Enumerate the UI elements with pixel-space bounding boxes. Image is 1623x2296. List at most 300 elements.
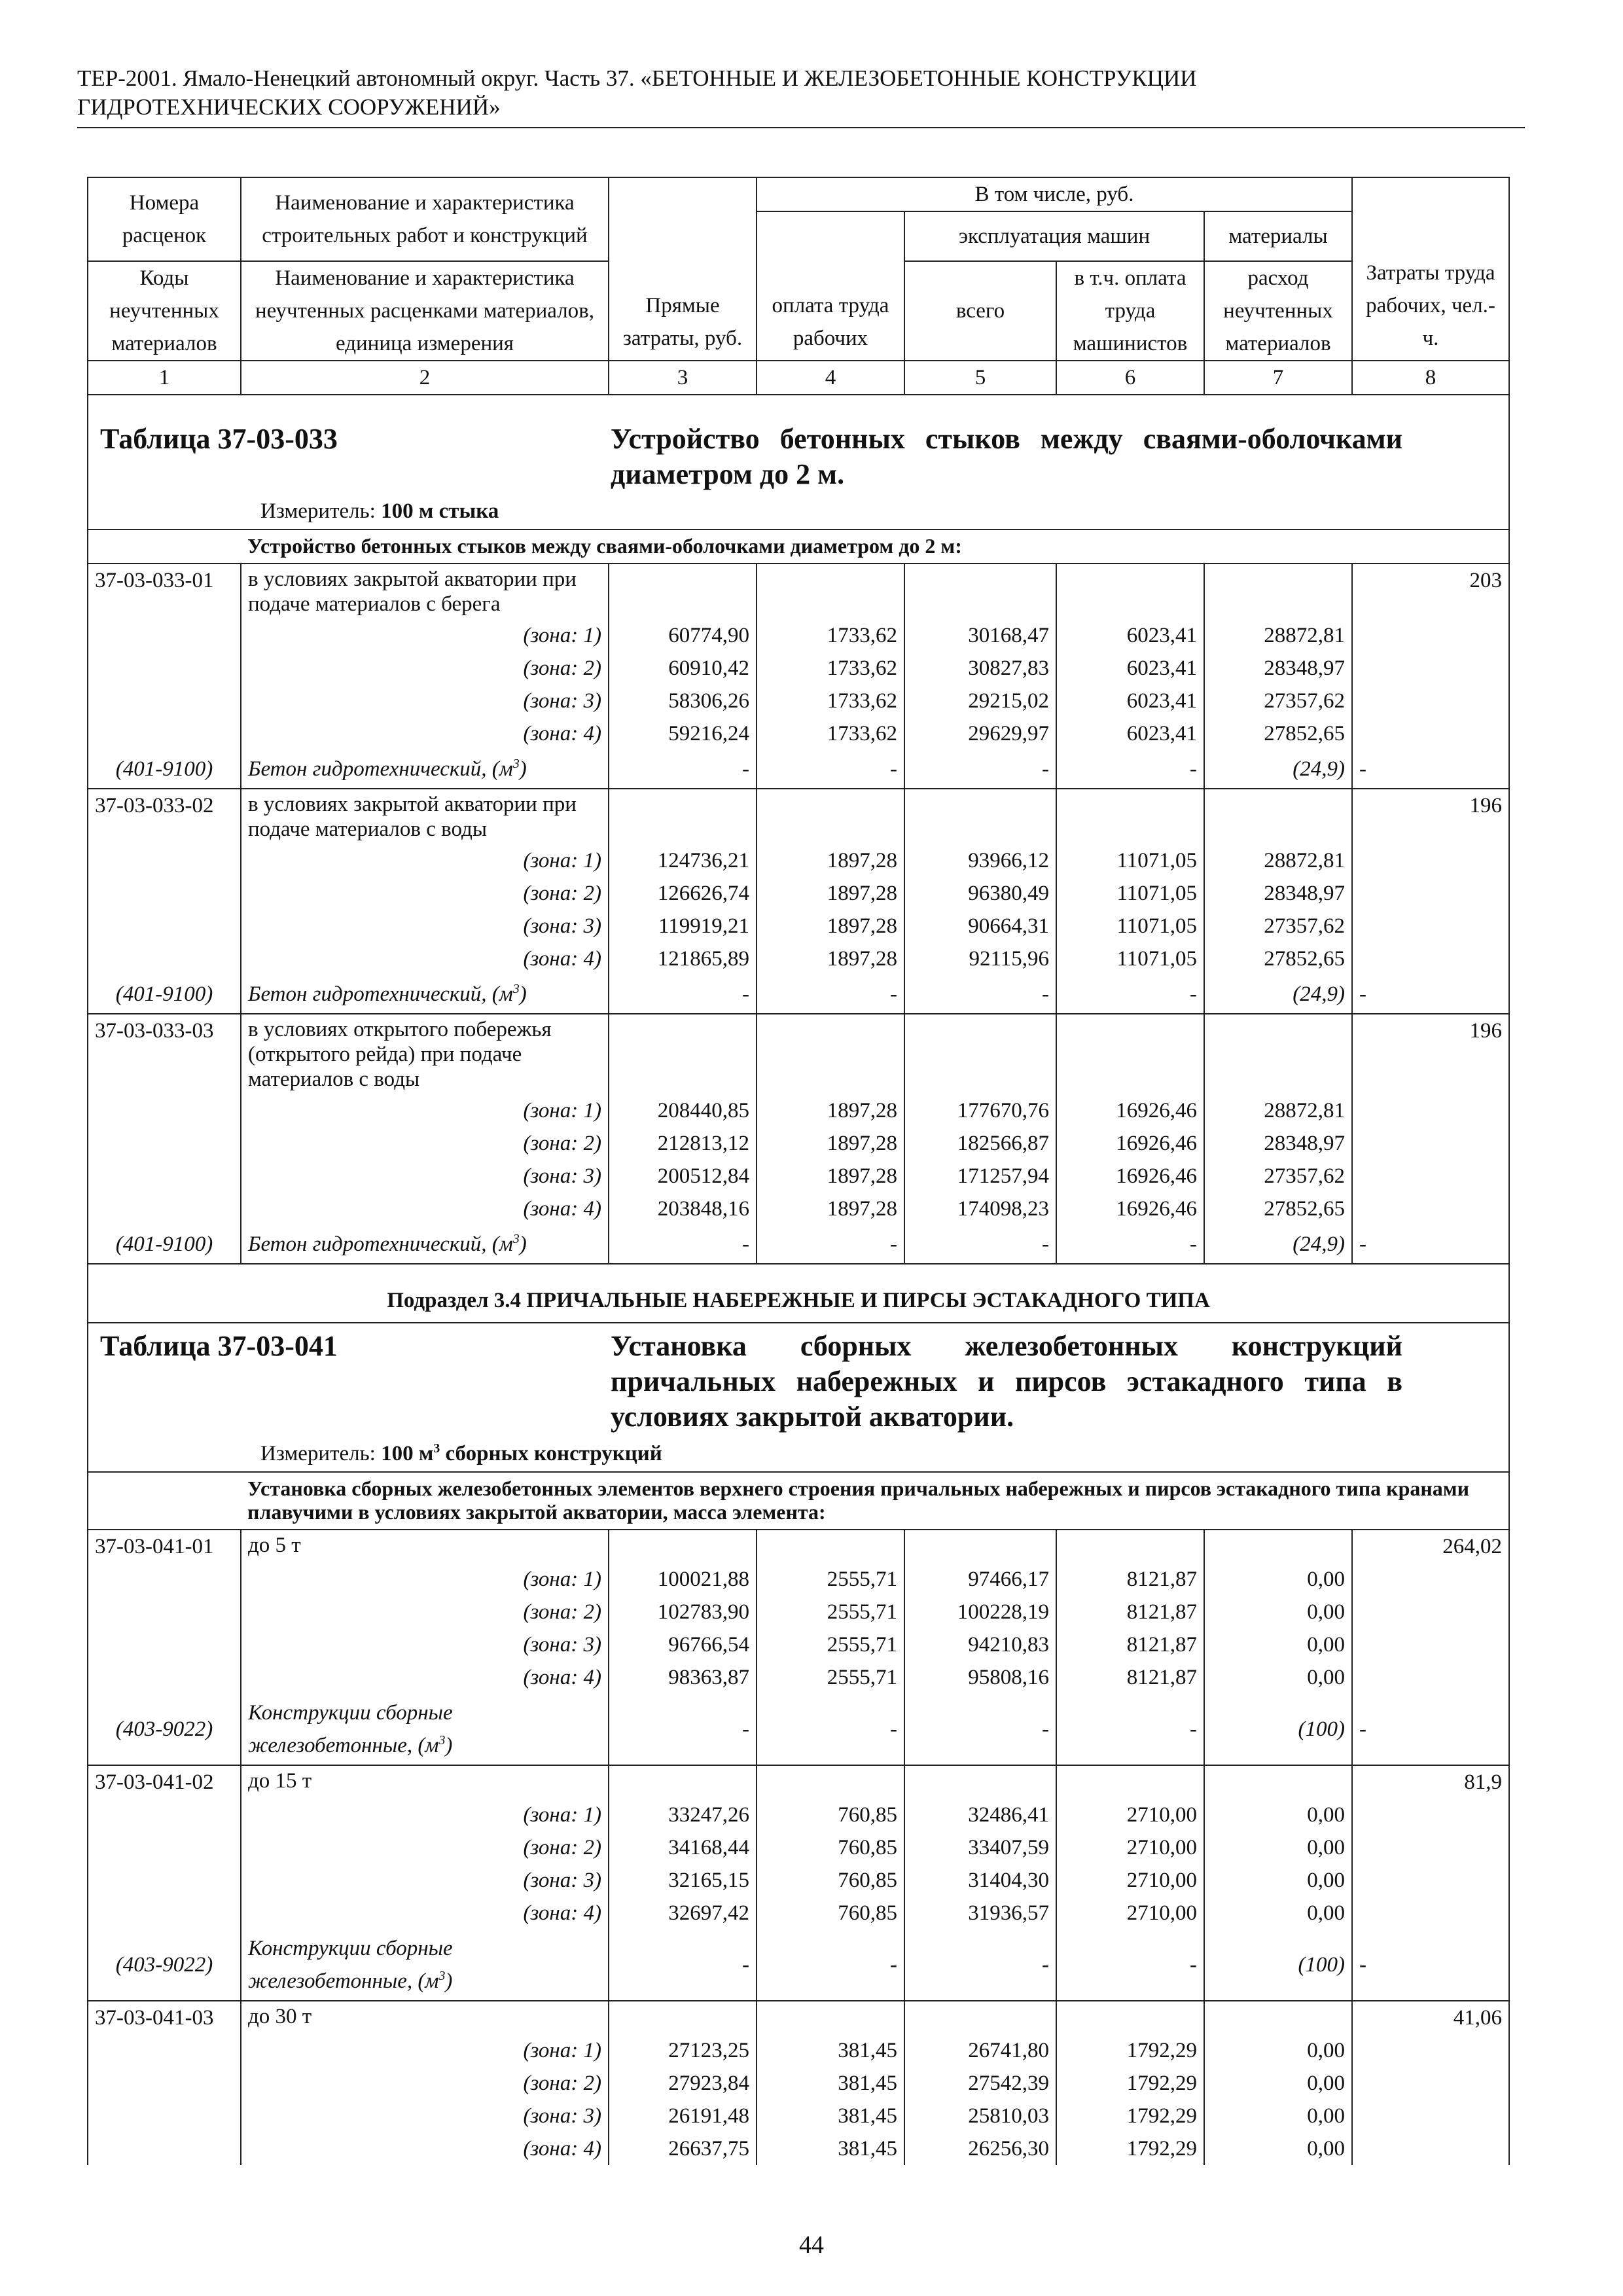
empty-cell	[88, 2100, 241, 2132]
zone-row	[88, 1628, 1509, 1661]
zone-row	[88, 1193, 1509, 1225]
operator-wages: 16926,46	[1056, 1127, 1204, 1160]
zone-row	[88, 942, 1509, 975]
empty-cell	[88, 1897, 241, 1929]
empty-cell	[88, 2034, 241, 2067]
zone-row	[88, 2132, 1509, 2165]
materials-cost: 0,00	[1204, 1661, 1352, 1694]
operator-wages: 11071,05	[1056, 844, 1204, 877]
zone-label: (зона: 3)	[241, 1160, 609, 1193]
direct-cost: 121865,89	[609, 942, 757, 975]
dash-cell: -	[757, 1225, 904, 1264]
worker-wages: 2555,71	[757, 1661, 904, 1694]
empty-cell	[1204, 2001, 1352, 2034]
machine-cost: 27542,39	[904, 2067, 1056, 2100]
empty-cell	[1056, 564, 1204, 619]
empty-cell	[757, 1765, 904, 1799]
table-041-title: Установка сборных железобетонных конструкций причальных набережных и пирсов эстакадного типа в условиях закрытой акватории.	[611, 1330, 1402, 1433]
resource-name	[241, 975, 609, 1014]
operator-wages: 11071,05	[1056, 910, 1204, 942]
operator-wages: 2710,00	[1056, 1864, 1204, 1897]
dash-cell: -	[904, 1694, 1056, 1765]
col4-header: оплата труда рабочих	[757, 211, 904, 361]
resource-unit-sup: 3	[512, 982, 520, 996]
zone-row	[88, 619, 1509, 652]
empty-cell	[609, 1530, 757, 1563]
empty-cell	[1352, 1094, 1509, 1127]
resource-unit-sup: 3	[512, 1232, 520, 1246]
direct-cost: 32697,42	[609, 1897, 757, 1929]
zone-row	[88, 2067, 1509, 2100]
table-033-caption: Устройство бетонных стыков между сваями-оболочками диаметром до 2 м:	[241, 529, 1509, 564]
rate-name: в условиях закрытой акватории при подаче материалов с берега	[241, 564, 609, 619]
table-041-measure	[260, 1439, 1497, 1469]
resource-name-end: )	[445, 1969, 453, 1993]
empty-cell	[609, 1765, 757, 1799]
materials-cost: 27852,65	[1204, 1193, 1352, 1225]
rates-table	[87, 177, 1510, 2165]
resource-name	[241, 1929, 609, 2001]
empty-cell	[1352, 910, 1509, 942]
materials-cost: 0,00	[1204, 2132, 1352, 2165]
table-041-name: Таблица 37-03-041	[100, 1330, 338, 1362]
page-number: 44	[799, 2231, 824, 2259]
empty-cell	[1204, 564, 1352, 619]
materials-cost: 0,00	[1204, 1563, 1352, 1596]
operator-wages: 16926,46	[1056, 1160, 1204, 1193]
materials-header: материалы	[1204, 211, 1352, 261]
worker-wages: 381,45	[757, 2067, 904, 2100]
dash-cell: -	[1056, 1694, 1204, 1765]
empty-cell	[88, 942, 241, 975]
direct-cost: 34168,44	[609, 1831, 757, 1864]
col1-top-header: Номера расценок	[88, 177, 241, 261]
column-numbers-row	[88, 361, 1509, 395]
direct-cost: 59216,24	[609, 717, 757, 750]
labor-cost: 81,9	[1352, 1765, 1509, 1799]
operator-wages: 2710,00	[1056, 1897, 1204, 1929]
measure-sup: 3	[433, 1441, 440, 1456]
subsection-row	[88, 1264, 1509, 1323]
empty-cell	[1352, 2034, 1509, 2067]
empty-cell	[88, 1094, 241, 1127]
worker-wages: 1897,28	[757, 942, 904, 975]
zone-label: (зона: 4)	[241, 1897, 609, 1929]
zone-row	[88, 685, 1509, 717]
resource-code: (403-9022)	[88, 1694, 241, 1765]
zone-row	[88, 1094, 1509, 1127]
operator-wages: 8121,87	[1056, 1563, 1204, 1596]
worker-wages: 1733,62	[757, 717, 904, 750]
empty-cell	[88, 1563, 241, 1596]
direct-cost: 208440,85	[609, 1094, 757, 1127]
zone-row	[88, 1831, 1509, 1864]
machine-cost: 94210,83	[904, 1628, 1056, 1661]
table-row	[88, 1014, 1509, 1094]
direct-cost: 32165,15	[609, 1864, 757, 1897]
zone-label: (зона: 1)	[241, 844, 609, 877]
materials-cost: 27357,62	[1204, 685, 1352, 717]
resource-name-text: Бетон гидротехнический, (м	[248, 757, 513, 781]
dash-cell: -	[757, 975, 904, 1014]
direct-cost: 126626,74	[609, 877, 757, 910]
dash-cell: -	[1056, 1929, 1204, 2001]
materials-cost: 28348,97	[1204, 1127, 1352, 1160]
empty-cell	[904, 789, 1056, 844]
rate-code: 37-03-041-01	[88, 1530, 241, 1563]
zone-label: (зона: 2)	[241, 1831, 609, 1864]
machine-cost: 31936,57	[904, 1897, 1056, 1929]
operator-wages: 16926,46	[1056, 1193, 1204, 1225]
machine-cost: 97466,17	[904, 1563, 1056, 1596]
resource-name	[241, 750, 609, 789]
zone-label: (зона: 2)	[241, 1596, 609, 1628]
materials-cost: 0,00	[1204, 1799, 1352, 1831]
worker-wages: 1897,28	[757, 1094, 904, 1127]
colnum-7: 7	[1204, 361, 1352, 395]
dash-cell: -	[1056, 975, 1204, 1014]
empty-cell	[88, 877, 241, 910]
page-header-line1: ТЕР-2001. Ямало-Ненецкий автономный округ. Часть 37. «БЕТОННЫЕ И ЖЕЛЕЗОБЕТОННЫЕ КОНСТРУКЦИИ	[77, 65, 1197, 91]
machine-cost: 32486,41	[904, 1799, 1056, 1831]
table-row	[88, 1530, 1509, 1563]
operator-wages: 1792,29	[1056, 2100, 1204, 2132]
worker-wages: 760,85	[757, 1799, 904, 1831]
empty-cell	[88, 685, 241, 717]
resource-quantity: (24,9)	[1204, 750, 1352, 789]
empty-cell	[1352, 1596, 1509, 1628]
materials-cost: 0,00	[1204, 2034, 1352, 2067]
resource-name-end: )	[519, 982, 527, 1006]
operator-wages: 2710,00	[1056, 1799, 1204, 1831]
worker-wages: 760,85	[757, 1864, 904, 1897]
empty-cell	[1352, 1628, 1509, 1661]
table-033-heading-row	[88, 395, 1509, 529]
measure-value: 100 м стыка	[381, 499, 499, 523]
measure-value-b: сборных конструкций	[440, 1442, 662, 1465]
empty-cell	[904, 564, 1056, 619]
dash-cell: -	[1352, 1694, 1509, 1765]
machine-cost: 25810,03	[904, 2100, 1056, 2132]
subsection-title: Подраздел 3.4 ПРИЧАЛЬНЫЕ НАБЕРЕЖНЫЕ И ПИРСЫ ЭСТАКАДНОГО ТИПА	[88, 1264, 1509, 1323]
materials-cost: 28872,81	[1204, 619, 1352, 652]
resource-quantity: (100)	[1204, 1929, 1352, 2001]
worker-wages: 2555,71	[757, 1628, 904, 1661]
machine-cost: 171257,94	[904, 1160, 1056, 1193]
table-row	[88, 2001, 1509, 2034]
resource-name	[241, 1225, 609, 1264]
operator-wages: 6023,41	[1056, 619, 1204, 652]
resource-name-text: Бетон гидротехнический, (м	[248, 982, 513, 1006]
zone-label: (зона: 3)	[241, 1628, 609, 1661]
materials-cost: 0,00	[1204, 1831, 1352, 1864]
empty-cell	[1352, 877, 1509, 910]
machine-cost: 92115,96	[904, 942, 1056, 975]
empty-cell	[904, 1530, 1056, 1563]
labor-cost: 264,02	[1352, 1530, 1509, 1563]
worker-wages: 381,45	[757, 2132, 904, 2165]
zone-label: (зона: 3)	[241, 685, 609, 717]
direct-cost: 203848,16	[609, 1193, 757, 1225]
operator-wages: 16926,46	[1056, 1094, 1204, 1127]
worker-wages: 1897,28	[757, 1160, 904, 1193]
zone-row	[88, 844, 1509, 877]
empty-cell	[609, 2001, 757, 2034]
table-041-caption-row	[88, 1472, 1509, 1530]
colnum-6: 6	[1056, 361, 1204, 395]
worker-wages: 1733,62	[757, 652, 904, 685]
operator-wages: 8121,87	[1056, 1596, 1204, 1628]
empty-cell	[1352, 1193, 1509, 1225]
dash-cell: -	[1352, 1929, 1509, 2001]
direct-cost: 212813,12	[609, 1127, 757, 1160]
machine-cost: 90664,31	[904, 910, 1056, 942]
empty-cell	[88, 619, 241, 652]
table-041-heading	[88, 1323, 1509, 1472]
zone-label: (зона: 3)	[241, 910, 609, 942]
worker-wages: 2555,71	[757, 1596, 904, 1628]
operator-wages: 1792,29	[1056, 2034, 1204, 2067]
resource-name-end: )	[445, 1734, 453, 1757]
materials-cost: 28348,97	[1204, 652, 1352, 685]
rate-name: в условиях закрытой акватории при подаче материалов с воды	[241, 789, 609, 844]
table-033-heading	[88, 395, 1509, 529]
resource-code: (401-9100)	[88, 1225, 241, 1264]
resource-unit-sup: 3	[438, 1733, 446, 1748]
direct-cost: 60910,42	[609, 652, 757, 685]
empty-cell	[609, 789, 757, 844]
table-row	[88, 789, 1509, 844]
empty-cell	[1352, 844, 1509, 877]
worker-wages: 1733,62	[757, 685, 904, 717]
labor-cost: 196	[1352, 789, 1509, 844]
direct-cost: 102783,90	[609, 1596, 757, 1628]
direct-cost: 27923,84	[609, 2067, 757, 2100]
materials-cost: 27357,62	[1204, 1160, 1352, 1193]
empty-cell	[88, 2132, 241, 2165]
dash-cell: -	[609, 750, 757, 789]
zone-label: (зона: 1)	[241, 1563, 609, 1596]
empty-cell	[88, 652, 241, 685]
labor-cost: 196	[1352, 1014, 1509, 1094]
direct-cost: 98363,87	[609, 1661, 757, 1694]
machines-header: эксплуатация машин	[904, 211, 1204, 261]
materials-cost: 27852,65	[1204, 717, 1352, 750]
colnum-5: 5	[904, 361, 1056, 395]
empty-cell	[88, 1661, 241, 1694]
worker-wages: 760,85	[757, 1897, 904, 1929]
zone-row	[88, 910, 1509, 942]
empty-cell	[1352, 717, 1509, 750]
machine-cost: 174098,23	[904, 1193, 1056, 1225]
empty-cell	[88, 2067, 241, 2100]
operator-wages: 8121,87	[1056, 1661, 1204, 1694]
zone-label: (зона: 4)	[241, 1193, 609, 1225]
empty-cell	[609, 1014, 757, 1094]
resource-row	[88, 1694, 1509, 1765]
empty-cell	[1204, 1014, 1352, 1094]
col7-header: расход неучтенных материалов	[1204, 261, 1352, 361]
worker-wages: 2555,71	[757, 1563, 904, 1596]
dash-cell: -	[757, 750, 904, 789]
zone-label: (зона: 3)	[241, 1864, 609, 1897]
colnum-3: 3	[609, 361, 757, 395]
zone-label: (зона: 4)	[241, 717, 609, 750]
col1-bottom-header: Коды неучтенных материалов	[88, 261, 241, 361]
rate-name: до 30 т	[241, 2001, 609, 2034]
resource-quantity: (24,9)	[1204, 1225, 1352, 1264]
materials-cost: 0,00	[1204, 1628, 1352, 1661]
rate-name: в условиях открытого побережья (открытого рейда) при подаче материалов с воды	[241, 1014, 609, 1094]
dash-cell: -	[609, 975, 757, 1014]
worker-wages: 1897,28	[757, 844, 904, 877]
dash-cell: -	[757, 1694, 904, 1765]
header-rule	[77, 127, 1525, 128]
worker-wages: 1897,28	[757, 1127, 904, 1160]
empty-cell	[1204, 1530, 1352, 1563]
empty-cell	[1352, 2067, 1509, 2100]
machine-cost: 29629,97	[904, 717, 1056, 750]
operator-wages: 11071,05	[1056, 877, 1204, 910]
empty-cell	[1352, 1799, 1509, 1831]
materials-cost: 0,00	[1204, 2067, 1352, 2100]
col5-header: всего	[904, 261, 1056, 361]
machine-cost: 30827,83	[904, 652, 1056, 685]
materials-cost: 0,00	[1204, 1596, 1352, 1628]
machine-cost: 30168,47	[904, 619, 1056, 652]
empty-cell	[1056, 789, 1204, 844]
header-row-1	[88, 177, 1509, 211]
empty-cell	[1352, 1661, 1509, 1694]
empty-cell	[1056, 1530, 1204, 1563]
machine-cost: 29215,02	[904, 685, 1056, 717]
direct-cost: 119919,21	[609, 910, 757, 942]
dash-cell: -	[904, 750, 1056, 789]
rate-code: 37-03-041-03	[88, 2001, 241, 2034]
empty-cell	[904, 2001, 1056, 2034]
empty-cell	[757, 2001, 904, 2034]
table-041-heading-row	[88, 1323, 1509, 1472]
worker-wages: 381,45	[757, 2100, 904, 2132]
worker-wages: 1733,62	[757, 619, 904, 652]
empty-cell	[1352, 1127, 1509, 1160]
rate-code: 37-03-033-03	[88, 1014, 241, 1094]
table-row	[88, 1765, 1509, 1799]
dash-cell: -	[1352, 750, 1509, 789]
direct-cost: 26191,48	[609, 2100, 757, 2132]
resource-name-text: Бетон гидротехнический, (м	[248, 1232, 513, 1256]
dash-cell: -	[757, 1929, 904, 2001]
zone-label: (зона: 1)	[241, 619, 609, 652]
direct-cost: 96766,54	[609, 1628, 757, 1661]
zone-label: (зона: 4)	[241, 942, 609, 975]
labor-cost: 41,06	[1352, 2001, 1509, 2034]
machine-cost: 96380,49	[904, 877, 1056, 910]
resource-quantity: (24,9)	[1204, 975, 1352, 1014]
empty-cell	[757, 564, 904, 619]
worker-wages: 1897,28	[757, 877, 904, 910]
empty-cell	[1352, 1864, 1509, 1897]
operator-wages: 1792,29	[1056, 2132, 1204, 2165]
zone-row	[88, 652, 1509, 685]
empty-cell	[88, 1799, 241, 1831]
empty-cell	[1352, 2132, 1509, 2165]
zone-row	[88, 1799, 1509, 1831]
zone-label: (зона: 4)	[241, 1661, 609, 1694]
zone-label: (зона: 3)	[241, 2100, 609, 2132]
zone-row	[88, 2034, 1509, 2067]
colnum-8: 8	[1352, 361, 1509, 395]
operator-wages: 2710,00	[1056, 1831, 1204, 1864]
resource-unit-sup: 3	[438, 1969, 446, 1983]
empty-cell	[757, 789, 904, 844]
rate-name: до 15 т	[241, 1765, 609, 1799]
resource-code: (401-9100)	[88, 750, 241, 789]
empty-cell	[1352, 942, 1509, 975]
empty-cell	[1352, 1563, 1509, 1596]
materials-cost: 0,00	[1204, 1897, 1352, 1929]
zone-label: (зона: 2)	[241, 877, 609, 910]
empty-cell	[904, 1014, 1056, 1094]
empty-cell	[1352, 1831, 1509, 1864]
empty-cell	[1056, 2001, 1204, 2034]
zone-label: (зона: 2)	[241, 2067, 609, 2100]
materials-cost: 0,00	[1204, 1864, 1352, 1897]
operator-wages: 8121,87	[1056, 1628, 1204, 1661]
operator-wages: 6023,41	[1056, 717, 1204, 750]
resource-name-end: )	[519, 1232, 527, 1256]
zone-row	[88, 1596, 1509, 1628]
resource-row	[88, 750, 1509, 789]
machine-cost: 26741,80	[904, 2034, 1056, 2067]
resource-unit-sup: 3	[512, 757, 520, 771]
empty-cell	[1056, 1765, 1204, 1799]
empty-cell	[1352, 685, 1509, 717]
resource-row	[88, 1929, 1509, 2001]
measure-label: Измеритель:	[260, 1442, 382, 1465]
direct-cost: 27123,25	[609, 2034, 757, 2067]
direct-cost: 33247,26	[609, 1799, 757, 1831]
rate-code: 37-03-033-01	[88, 564, 241, 619]
empty-cell	[1352, 619, 1509, 652]
empty-cell	[1352, 1897, 1509, 1929]
machine-cost: 93966,12	[904, 844, 1056, 877]
table-033-measure	[260, 496, 1497, 526]
table-033-caption-row	[88, 529, 1509, 564]
zone-row	[88, 1864, 1509, 1897]
zone-row	[88, 1127, 1509, 1160]
empty-cell	[88, 910, 241, 942]
in-that-number-header: В том числе, руб.	[757, 177, 1352, 211]
machine-cost: 182566,87	[904, 1127, 1056, 1160]
machine-cost: 31404,30	[904, 1864, 1056, 1897]
zone-label: (зона: 1)	[241, 1799, 609, 1831]
measure-value-a: 100 м	[381, 1442, 434, 1465]
col8-header: Затраты труда рабочих, чел.-ч.	[1352, 177, 1509, 361]
materials-cost: 28872,81	[1204, 1094, 1352, 1127]
table-row	[88, 564, 1509, 619]
worker-wages: 381,45	[757, 2034, 904, 2067]
empty-cell	[1352, 652, 1509, 685]
col3-header: Прямые затраты, руб.	[609, 177, 757, 361]
direct-cost: 100021,88	[609, 1563, 757, 1596]
empty-cell	[88, 1160, 241, 1193]
dash-cell: -	[1352, 975, 1509, 1014]
zone-label: (зона: 2)	[241, 652, 609, 685]
empty-cell	[88, 717, 241, 750]
dash-cell: -	[1056, 750, 1204, 789]
colnum-2: 2	[241, 361, 609, 395]
